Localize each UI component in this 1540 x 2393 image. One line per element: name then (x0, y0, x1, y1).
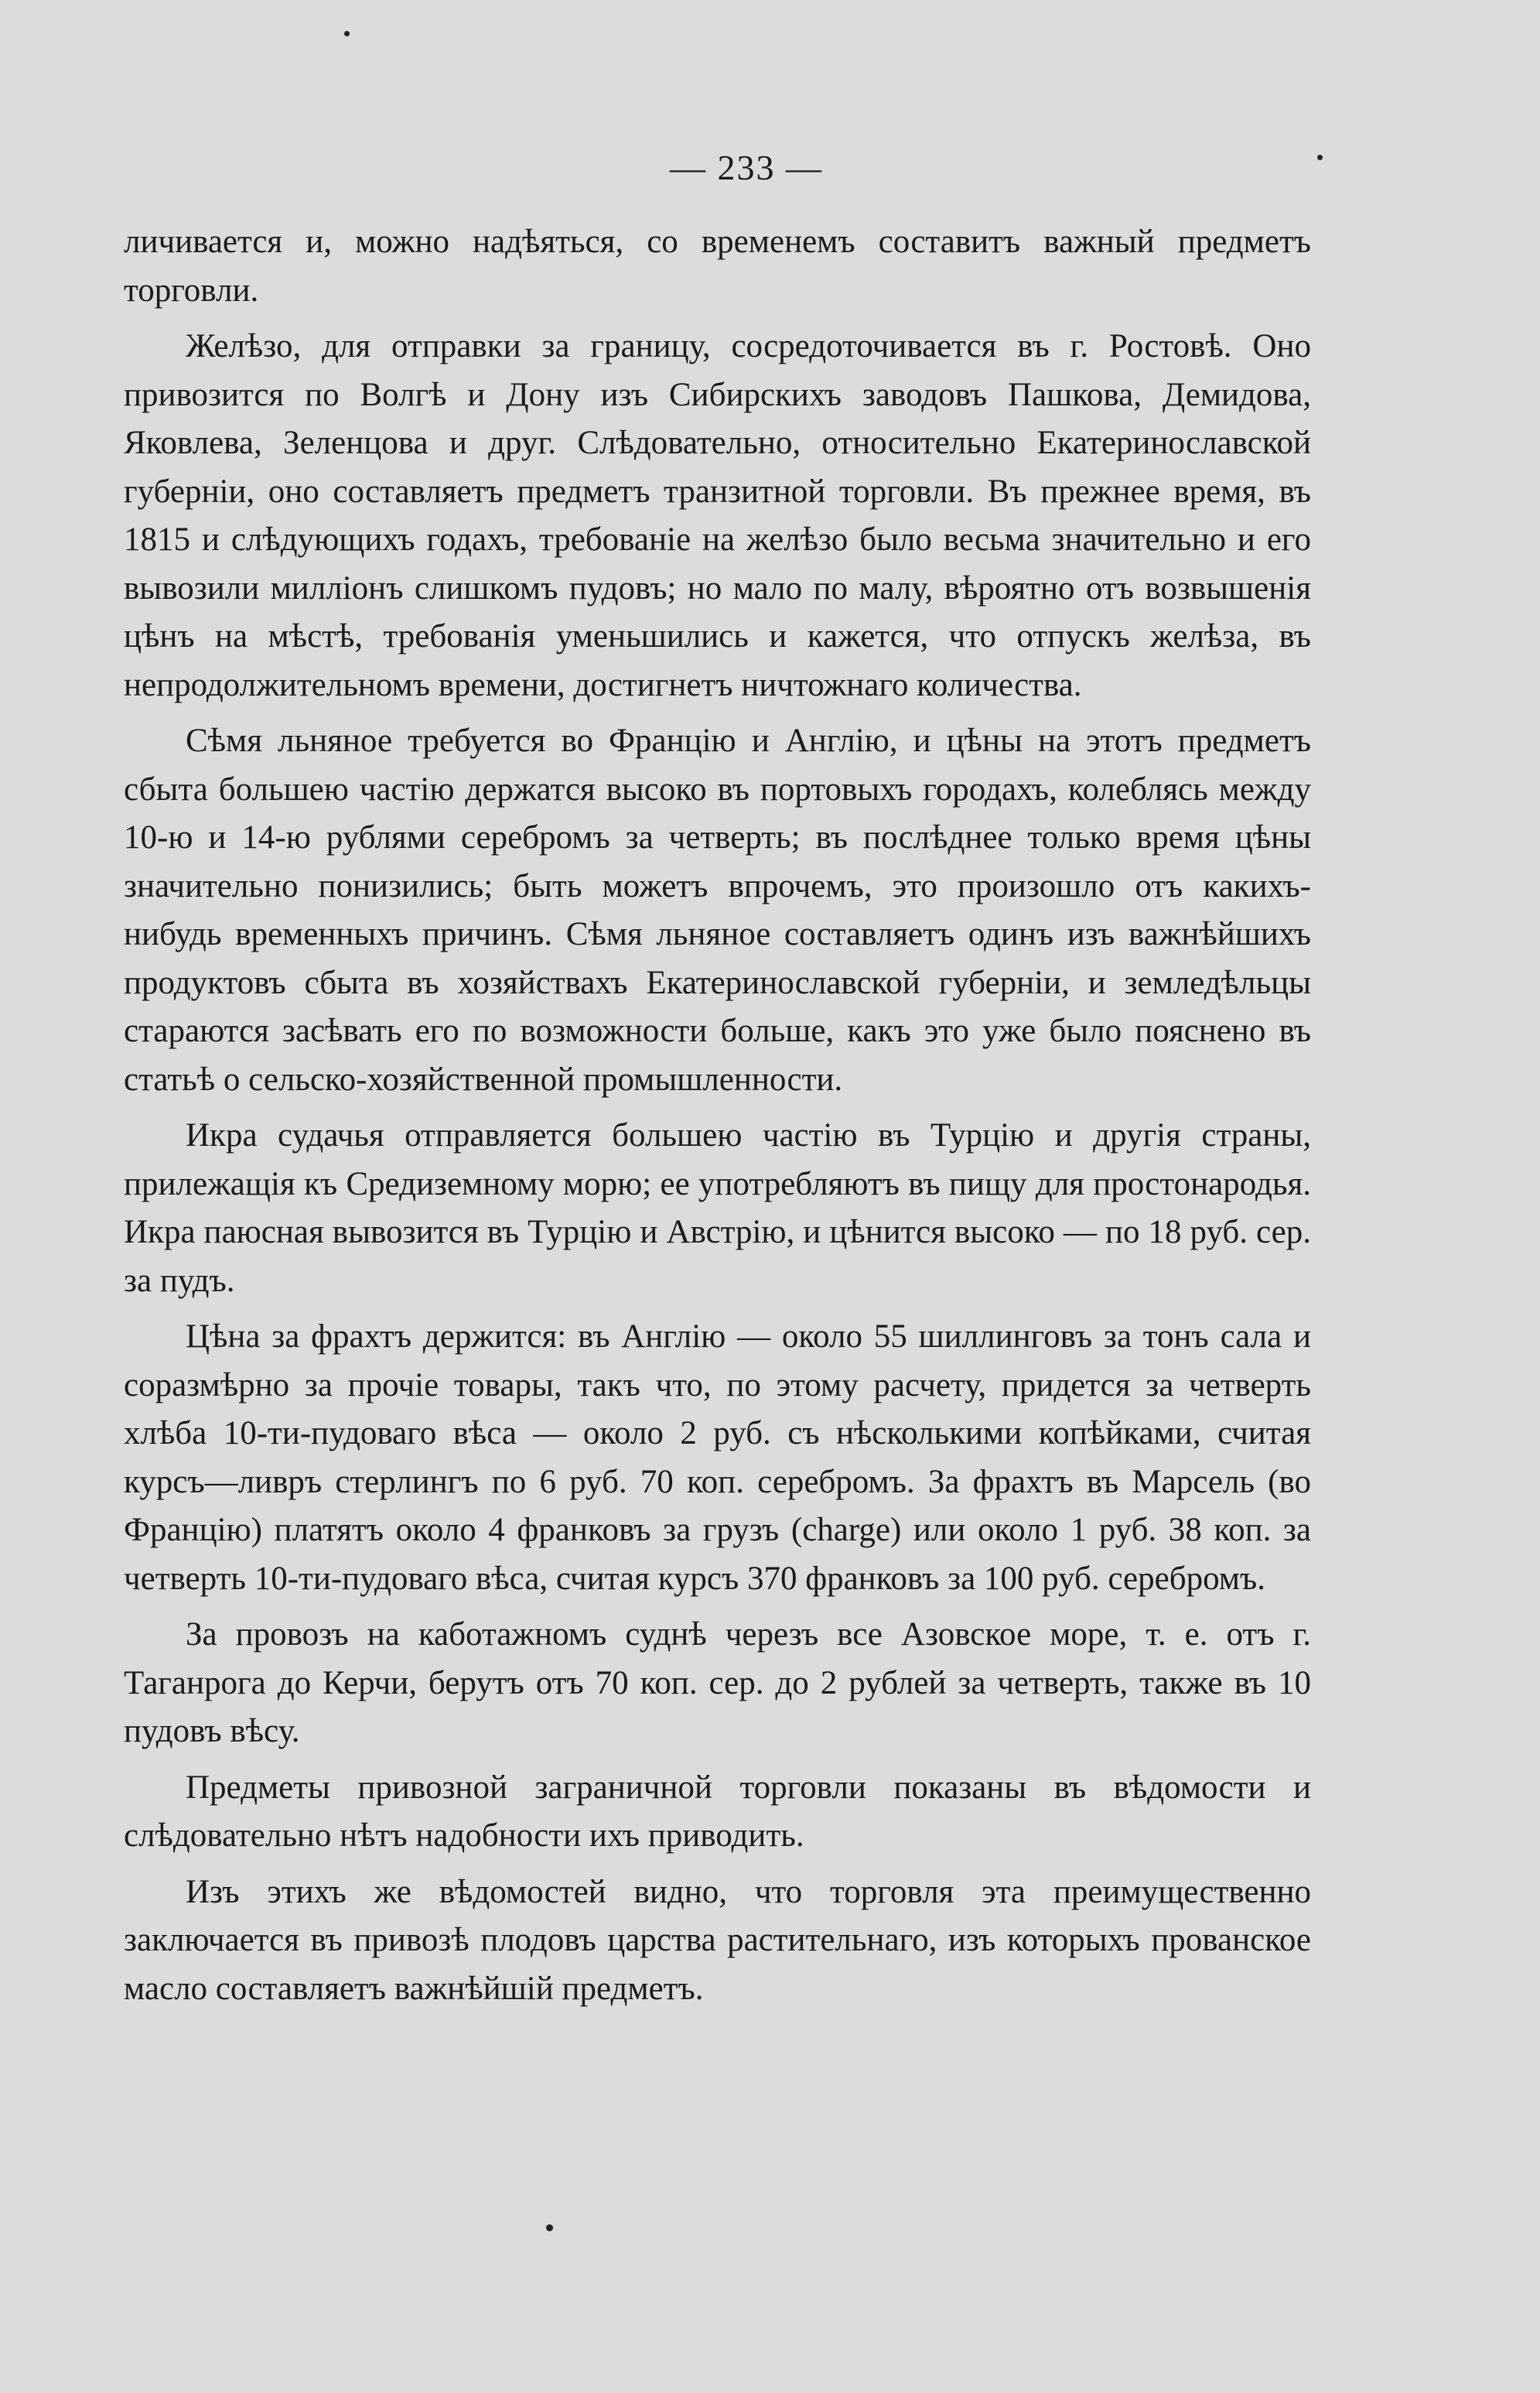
paragraph-iron: Желѣзо, для отправки за границу, сосредоточивается въ г. Ростовѣ. Оно привозится по Волгѣ и Дону изъ Сибирскихъ заводовъ Пашкова, Демидова, Яковлева, Зеленцова и друг. Слѣдовательно, относительно Екатеринославской губерніи, оно составляетъ предметъ транзитной торговли. Въ прежнее время, въ 1815 и слѣдующихъ годахъ, требованіе на желѣзо было весьма значительно и его вывозили милліонъ слишкомъ пудовъ; но мало по малу, вѣроятно отъ возвышенія цѣнъ на мѣстѣ, требованія уменьшились и кажется, что отпускъ желѣза, въ непродолжительномъ времени, достигнетъ ничтожнаго количества. (124, 328, 1311, 703)
page-body (124, 218, 1311, 2021)
paragraph-olive-oil: Изъ этихъ же вѣдомостей видно, что торговля эта преимущественно заключается въ привозѣ плодовъ царства растительнаго, изъ которыхъ прованское масло составляетъ важнѣйшій предметъ. (124, 1873, 1311, 2007)
paragraph-freight: Цѣна за фрахтъ держится: въ Англію — около 55 шиллинговъ за тонъ сала и соразмѣрно за прочіе товары, такъ что, по этому расчету, придется за четверть хлѣба 10-ти-пудоваго вѣса — около 2 руб. съ нѣсколькими копѣйками, считая курсъ—ливръ стерлингъ по 6 руб. 70 коп. серебромъ. За фрахтъ въ Марсель (во Францію) платятъ около 4 франковъ за грузъ (charge) или около 1 руб. 38 коп. за четверть 10-ти-пудоваго вѣса, считая курсъ 370 франковъ за 100 руб. серебромъ. (124, 1318, 1311, 1597)
ink-speck (546, 2224, 553, 2231)
page-number: — 233 — (670, 148, 823, 187)
paragraph-continuation: личивается и, можно надѣяться, со временемъ составитъ важный предметъ торговли. (124, 224, 1311, 309)
paragraph-cabotage: За провозъ на каботажномъ суднѣ черезъ все Азовское море, т. е. отъ г. Таганрога до Керчи, берутъ отъ 70 коп. сер. до 2 рублей за четверть, также въ 10 пудовъ вѣсу. (124, 1616, 1311, 1749)
paragraph-caviar: Икра судачья отправляется большею частію въ Турцію и другія страны, прилежащія къ Средиземному морю; ее употребляютъ въ пищу для простонародья. Икра паюсная вывозится въ Турцію и Австрію, и цѣнится высоко — по 18 руб. сер. за пудъ. (124, 1117, 1311, 1299)
paragraph-imports: Предметы привозной заграничной торговли показаны въ вѣдомости и слѣдовательно нѣтъ надобности ихъ приводить. (124, 1769, 1311, 1854)
paragraph-flax-seed: Сѣмя льняное требуется во Францію и Англію, и цѣны на этотъ предметъ сбыта большею частію держатся высоко въ портовыхъ городахъ, колеблясь между 10-ю и 14-ю рублями серебромъ за четверть; въ послѣднее только время цѣны значительно понизились; быть можетъ впрочемъ, это произошло отъ какихъ-нибудь временныхъ причинъ. Сѣмя льняное составляетъ одинъ изъ важнѣйшихъ продуктовъ сбыта въ хозяйствахъ Екатеринославской губерніи, и земледѣльцы стараются засѣвать его по возможности больше, какъ это уже было пояснено въ статьѣ о сельско-хозяйственной промышленности. (124, 723, 1311, 1098)
ink-speck (1317, 155, 1323, 160)
ink-speck (344, 31, 350, 36)
